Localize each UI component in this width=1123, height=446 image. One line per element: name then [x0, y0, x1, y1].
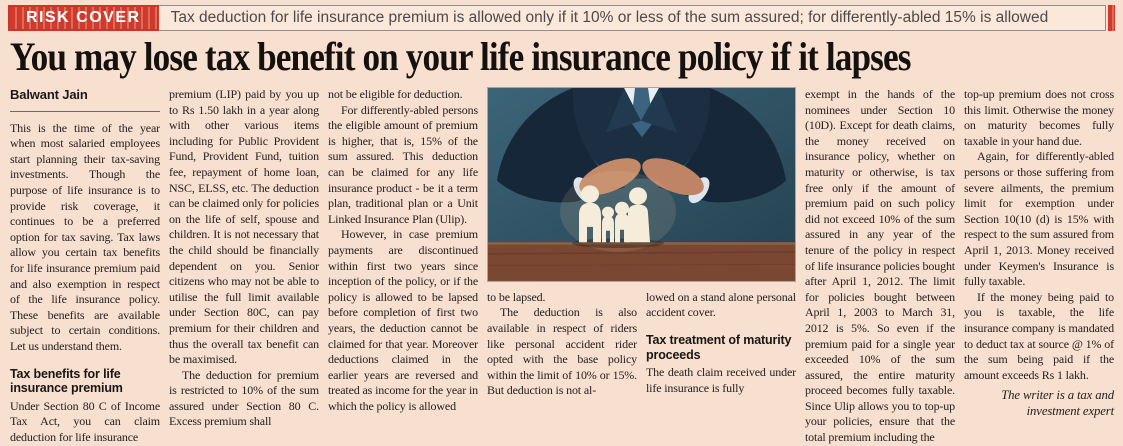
paragraph: The death claim received under life insurance is fully [646, 365, 796, 395]
subhead-maturity-proceeds: Tax treatment of maturity proceeds [646, 333, 792, 362]
kicker-text: Tax deduction for life insurance premium is allowed only if it 10% or less of the sum assured; for differently-abled 15% is allowed [159, 5, 1106, 31]
paragraph: not be eligible for deduction. [328, 87, 463, 101]
article-column-3 [328, 87, 478, 413]
paragraph: top-up premium does not cross this limit. Otherwise the money on maturity becomes fully taxable in your hand due. [964, 87, 1114, 148]
article-column-2 [169, 87, 319, 429]
risk-cover-badge: RISK COVER [8, 5, 159, 31]
byline-rule [10, 111, 160, 112]
paragraph: premium (LIP) paid by you up to Rs 1.50 lakh in a year along with other various items including for Public Provident Fund, Provident Fund, tuition fee, repayment of home loan, NSC, ELSS, etc. The deduction can be claimed only for policies on the life of self, spouse and children. It is not necessary that the child should be financially dependent on you. Senior citizens who may not be able to utilise the full limit available under Section 80C, can pay premium for their children and thus the overall tax benefit can be maximised. [169, 87, 319, 367]
paragraph: The deduction is also available in respect of riders like personal accident rider opted with the base policy within the limit of 10% or 15%. But deduction is not al- [487, 305, 637, 398]
paragraph: lowed on a stand alone personal accident cover. [646, 289, 796, 320]
newspaper-page [0, 5, 1123, 445]
photo-and-continuation [487, 87, 796, 399]
article-column-7 [964, 87, 1114, 418]
paragraph: However, in case premium payments are discontinued within first two years since inception of the policy, or if the policy is allowed to be lapsed before completion of first two years, the deduction cannot be claimed for that year. Moreover deductions claimed in the earlier years are reversed and treated as income for the year in which the policy is allowed [328, 227, 478, 413]
headline: You may lose tax benefit on your life insurance policy if it lapses [10, 34, 911, 79]
byline: Balwant Jain [10, 87, 88, 102]
page-edge-stripe [1108, 5, 1115, 31]
article-column-6 [805, 87, 955, 445]
subhead-tax-benefits: Tax benefits for life insurance premium [10, 366, 123, 395]
paragraph: The deduction for premium is restricted to 10% of the sum assured under Section 80 C. Excess premium shall [169, 367, 319, 429]
article-column-5 [646, 290, 796, 399]
article-column-4 [487, 290, 637, 399]
paragraph: exempt in the hands of the nominees under Section 10 (10D). Except for death claims, the money received on insurance policy, whether on maturity or otherwise, is tax free only if the amount of premium paid on such policy did not exceed 10% of the sum assured in any year of the tenure of the policy in respect of life insurance policies bought after April 1, 2012. The limit for policies bought between April 1, 2003 to March 31, 2012 is 5%. So even if the premium paid for a single year exceeded 10% of the sum assured, the entire maturity proceed becomes fully taxable. Since Ulip allows you to top-up your policies, ensure that the total premium including the [805, 87, 955, 445]
businessman-hands-sheltering-family-figurine-photo [487, 87, 796, 282]
photo-caption-columns [487, 290, 796, 399]
kicker-row [8, 5, 1115, 31]
paragraph: If the money being paid to you is taxable, the life insurance company is mandated to deduct tax at source @ 1% of the sum being paid if the amount exceeds Rs 1 lakh. [964, 289, 1114, 382]
paragraph: to be lapsed. [487, 289, 546, 304]
article-body [10, 87, 1115, 445]
paragraph: Under Section 80 C of Income Tax Act, you can claim deduction for life insurance [10, 398, 160, 444]
writer-signoff: The writer is a tax and investment expert [1001, 388, 1114, 418]
paragraph: This is the time of the year when most salaried employees start planning their tax-saving investments. Though the purpose of life insurance is to provide risk coverage, it continues to be a preferred option for tax saving. Tax laws allow you certain tax benefits for life insurance premium paid and also exemption in respect of the life insurance policy. These benefits are available subject to certain conditions. Let us understand them. [10, 120, 160, 353]
paragraph: Again, for differently-abled persons or those suffering from severe ailments, the premium limit for exemption under Section 10(10 (d) is 15% with respect to the sum assured from April 1, 2013. Money received under Keymen's Insurance is fully taxable. [964, 149, 1114, 289]
article-column-1 [10, 87, 160, 444]
paragraph: For differently-abled persons the eligible amount of premium is higher, that is, 15% of the sum assured. This deduction can be claimed for any life insurance product - be it a term plan, traditional plan or a Unit Linked Insurance Plan (Ulip). [328, 102, 478, 226]
